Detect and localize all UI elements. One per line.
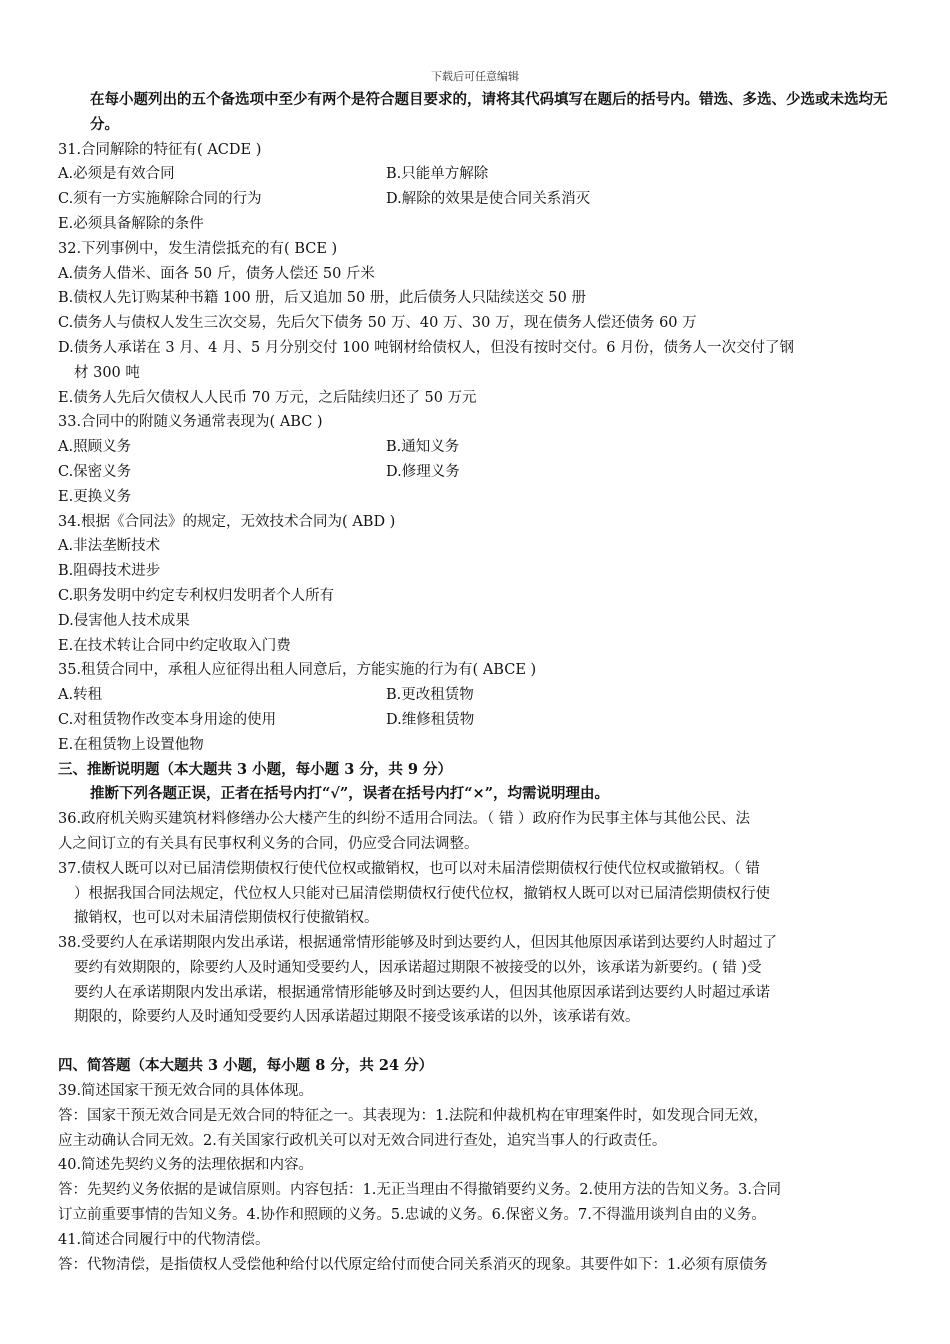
question-38-line1: 38.受要约人在承诺期限内发出承诺，根据通常情形能够及时到达要约人，但因其他原因承诺到达要约人时超过了 xyxy=(58,935,778,952)
question-33-option-e: E.更换义务 xyxy=(58,488,132,505)
question-32-option-d-line2: 材 300 吨 xyxy=(74,364,140,381)
multiple-choice-instruction: 在每小题列出的五个备选项中至少有两个是符合题目要求的，请将其代码填写在题后的括号内。错选、多选、少选或未选均无分。 xyxy=(90,91,888,133)
question-36-line2: 人之间订立的有关具有民事权利义务的合同，仍应受合同法调整。 xyxy=(58,835,479,852)
question-40-answer-line1: 答：先契约义务依据的是诚信原则。内容包括：1.无正当理由不得撤销要约义务。2.使用方法的告知义务。3.合同 xyxy=(58,1182,781,1199)
question-35-option-d: D.维修租赁物 xyxy=(386,711,475,728)
question-40-answer-line2: 订立前重要事情的告知义务。4.协作和照顾的义务。5.忠诚的义务。6.保密义务。7.不得滥用谈判自由的义务。 xyxy=(58,1207,766,1224)
question-35-option-e: E.在租赁物上设置他物 xyxy=(58,736,204,753)
question-37-line1: 37.债权人既可以对已届清偿期债权行使代位权或撤销权，也可以对未届清偿期债权行使代位权或撤销权。（ 错 xyxy=(58,860,760,877)
question-31-option-a: A.必须是有效合同 xyxy=(58,166,175,183)
question-31-row-ab xyxy=(58,162,893,187)
question-39-stem: 39.简述国家干预无效合同的具体体现。 xyxy=(58,1083,314,1100)
spacer xyxy=(58,1030,893,1054)
question-33-row-cd xyxy=(58,460,893,485)
question-37-line2: ）根据我国合同法规定，代位权人只能对已届清偿期债权行使代位权，撤销权人既可以对已届清偿期债权行使 xyxy=(74,885,770,902)
question-35-option-a: A.转租 xyxy=(58,687,103,704)
question-38-line2: 要约有效期限的，除要约人及时通知受要约人，因承诺超过期限不被接受的以外，该承诺为新要约。( 错 )受 xyxy=(74,959,762,976)
question-32-option-e: E.债务人先后欠债权人人民币 70 万元，之后陆续归还了 50 万元 xyxy=(58,389,477,406)
document-body xyxy=(58,88,893,1277)
question-40-stem: 40.简述先契约义务的法理依据和内容。 xyxy=(58,1157,314,1174)
question-31-option-c: C.须有一方实施解除合同的行为 xyxy=(58,191,262,208)
question-32-option-a: A.债务人借米、面各 50 斤，债务人偿还 50 斤米 xyxy=(58,265,375,282)
question-33-option-a: A.照顾义务 xyxy=(58,439,132,456)
question-38-line3: 要约人在承诺期限内发出承诺，根据通常情形能够及时到达要约人，但因其他原因承诺到达要约人时超过承诺 xyxy=(74,984,770,1001)
section-4-title: 四、简答题（本大题共 3 小题，每小题 8 分，共 24 分） xyxy=(58,1057,434,1075)
question-38-line4: 期限的，除要约人及时通知受要约人因承诺超过期限不接受该承诺的以外，该承诺有效。 xyxy=(74,1009,640,1026)
question-33-option-d: D.修理义务 xyxy=(386,463,460,480)
question-35-stem: 35.租赁合同中，承租人应征得出租人同意后，方能实施的行为有( ABCE ) xyxy=(58,662,537,679)
question-32-stem: 32.下列事例中，发生清偿抵充的有( BCE ) xyxy=(58,240,338,257)
question-32-option-b: B.债权人先订购某种书籍 100 册，后又追加 50 册，此后债务人只陆续送交 50 册 xyxy=(58,290,586,307)
question-39-answer-line2: 应主动确认合同无效。2.有关国家行政机关可以对无效合同进行查处，追究当事人的行政责任。 xyxy=(58,1132,667,1149)
question-35-option-b: B.更改租赁物 xyxy=(386,687,474,704)
question-39-answer-line1: 答：国家干预无效合同是无效合同的特征之一。其表现为：1.法院和仲裁机构在审理案件时，如发现合同无效， xyxy=(58,1107,768,1124)
question-31-row-cd xyxy=(58,187,893,212)
question-33-option-b: B.通知义务 xyxy=(386,439,460,456)
question-31-stem: 31.合同解除的特征有( ACDE ) xyxy=(58,141,262,158)
question-35-row-cd xyxy=(58,708,893,733)
question-37-line3: 撤销权，也可以对未届清偿期债权行使撤销权。 xyxy=(74,910,379,927)
question-41-stem: 41.简述合同履行中的代物清偿。 xyxy=(58,1231,270,1248)
question-35-row-ab xyxy=(58,683,893,708)
question-34-stem: 34.根据《合同法》的规定，无效技术合同为( ABD ) xyxy=(58,513,396,530)
question-34-option-e: E.在技术转让合同中约定收取入门费 xyxy=(58,637,291,654)
question-33-stem: 33.合同中的附随义务通常表现为( ABC ) xyxy=(58,414,323,431)
question-33-row-ab xyxy=(58,435,893,460)
section-3-instruction: 推断下列各题正误，正者在括号内打“√”，误者在括号内打“×”，均需说明理由。 xyxy=(90,785,610,803)
question-34-option-a: A.非法垄断技术 xyxy=(58,538,161,555)
page-header: 下载后可任意编辑 xyxy=(431,70,519,83)
question-34-option-b: B.阻碍技术进步 xyxy=(58,563,161,580)
question-32-option-c: C.债务人与债权人发生三次交易，先后欠下债务 50 万、40 万、30 万，现在债务人偿还债务 60 万 xyxy=(58,315,697,332)
question-33-option-c: C.保密义务 xyxy=(58,463,132,480)
question-31-option-b: B.只能单方解除 xyxy=(386,166,489,183)
question-34-option-d: D.侵害他人技术成果 xyxy=(58,612,190,629)
question-41-answer-line1: 答：代物清偿，是指债权人受偿他种给付以代原定给付而使合同关系消灭的现象。其要件如下：1.必须有原债务 xyxy=(58,1256,768,1273)
question-32-option-d-line1: D.债务人承诺在 3 月、4 月、5 月分别交付 100 吨钢材给债权人，但没有按时交付。6 月份，债务人一次交付了钢 xyxy=(58,339,795,356)
section-3-title: 三、推断说明题（本大题共 3 小题，每小题 3 分，共 9 分） xyxy=(58,760,453,778)
question-36-line1: 36.政府机关购买建筑材料修缮办公大楼产生的纠纷不适用合同法。（ 错 ）政府作为民事主体与其他公民、法 xyxy=(58,811,751,828)
question-35-option-c: C.对租赁物作改变本身用途的使用 xyxy=(58,711,277,728)
question-34-option-c: C.职务发明中约定专利权归发明者个人所有 xyxy=(58,587,335,604)
question-31-option-d: D.解除的效果是使合同关系消灭 xyxy=(386,191,591,208)
question-31-option-e: E.必须具备解除的条件 xyxy=(58,215,204,232)
